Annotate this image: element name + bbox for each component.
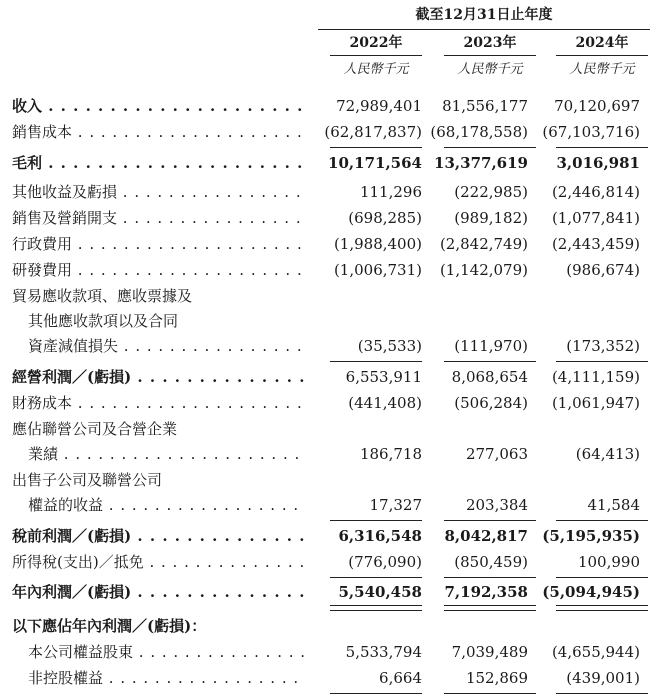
value-2022: (35,533) [357,337,422,355]
subtotal-rule [444,147,536,148]
subtotal-rule [444,520,536,521]
value-2023: (850,459) [454,553,528,571]
value-2022: 10,171,564 [328,154,422,172]
value-2024: 3,016,981 [556,154,640,172]
row-label: 業績 . . . [28,442,304,466]
subtotal-rule [330,361,422,362]
value-2022: 6,664 [379,669,422,687]
row-label: 經營利潤／(虧損) . . . [12,365,304,389]
value-2023: 7,192,358 [444,583,528,601]
subtotal-rule [330,693,422,694]
subtotal-rule [556,693,648,694]
row-non-controlling [0,666,660,690]
row-label: 本公司權益股東 . . . [28,640,304,664]
row-revenue [0,94,660,118]
value-2022: (1,988,400) [333,235,422,253]
row-impairment-line3 [0,334,660,358]
total-double-rule [556,605,648,611]
row-share-of-results-line1 [0,417,660,441]
row-label: 研發費用 . . . [12,258,304,282]
row-label: 所得稅(支出)／抵免 . . . [12,550,304,574]
value-2024: (986,674) [566,261,640,279]
subtotal-rule [444,361,536,362]
value-2024: (439,001) [566,669,640,687]
value-2023: 8,068,654 [451,368,528,386]
row-label: 資產減值損失 . . . [28,334,304,358]
row-profit-before-tax [0,524,660,548]
value-2024: 100,990 [577,553,640,571]
period-header: 截至12月31日止年度 [318,4,650,30]
value-2022: (62,817,837) [324,123,422,141]
subtotal-rule [330,520,422,521]
row-income-tax [0,550,660,574]
subtotal-rule [556,361,648,362]
value-2024: (64,413) [575,445,640,463]
subtotal-rule [556,577,648,578]
value-2023: 7,039,489 [451,643,528,661]
row-disposal-gain-line1 [0,468,660,492]
value-2024: (2,446,814) [551,183,640,201]
subtotal-rule [556,147,648,148]
value-2023: 277,063 [465,445,528,463]
row-label: 收入 . . . [12,94,304,118]
row-label: 年內利潤／(虧損) . . . [12,580,304,604]
subtotal-rule [556,520,648,521]
value-2023: (506,284) [454,394,528,412]
value-2022: (776,090) [348,553,422,571]
row-admin-expenses [0,232,660,256]
value-2022: 111,296 [359,183,422,201]
row-rnd-expenses [0,258,660,282]
value-2023: (989,182) [454,209,528,227]
value-2024: (5,094,945) [542,583,640,601]
subtotal-rule [330,577,422,578]
value-2023: 8,042,817 [444,527,528,545]
row-finance-costs [0,391,660,415]
total-double-rule [330,605,422,611]
row-label: 非控股權益 . . . [28,666,304,690]
row-operating-profit [0,365,660,389]
value-2024: 41,584 [587,496,640,514]
row-equity-shareholders [0,640,660,664]
value-2023: (111,970) [454,337,528,355]
value-2024: (1,077,841) [551,209,640,227]
value-2022: 5,540,458 [338,583,422,601]
row-impairment-line2 [0,309,660,333]
row-label: 毛利 . . . [12,151,304,175]
row-share-of-results-line2 [0,442,660,466]
row-label: 貿易應收款項、應收票據及 [12,287,193,305]
row-impairment-line1 [0,284,660,308]
value-2022: 6,316,548 [338,527,422,545]
value-2023: (68,178,558) [430,123,528,141]
value-2023: 203,384 [465,496,528,514]
value-2023: 81,556,177 [442,97,528,115]
subtotal-rule [444,693,536,694]
value-2024: (1,061,947) [551,394,640,412]
value-2023: 13,377,619 [434,154,528,172]
year-2023: 2023年 [463,35,517,51]
value-2022: 17,327 [369,496,422,514]
value-2022: (698,285) [348,209,422,227]
row-disposal-gain-line2 [0,493,660,517]
row-cost-of-sales [0,120,660,144]
row-other-gains [0,180,660,204]
value-2023: (1,142,079) [439,261,528,279]
subtotal-rule [444,577,536,578]
value-2024: (67,103,716) [542,123,640,141]
unit-2024: 人民幣千元 [556,55,648,77]
row-selling-expenses [0,206,660,230]
value-2024: 70,120,697 [554,97,640,115]
unit-2023: 人民幣千元 [444,55,536,77]
row-profit-for-year [0,580,660,604]
value-2024: (2,443,459) [551,235,640,253]
year-2024: 2024年 [575,35,629,51]
row-label: 以下應佔年內利潤／(虧損)： [12,617,207,635]
value-2024: (4,655,944) [551,643,640,661]
row-label: 財務成本 . . . [12,391,304,415]
value-2023: 152,869 [465,669,528,687]
row-label: 應佔聯營公司及合營企業 [12,420,178,438]
row-gross-profit [0,151,660,175]
subtotal-rule [330,147,422,148]
row-attributable-header [0,614,660,638]
value-2022: 186,718 [359,445,422,463]
row-label: 行政費用 . . . [12,232,304,256]
row-label: 出售子公司及聯營公司 [12,471,163,489]
row-label: 銷售及營銷開支 . . . [12,206,304,230]
value-2023: (222,985) [454,183,528,201]
value-2022: (1,006,731) [333,261,422,279]
value-2023: (2,842,749) [439,235,528,253]
row-label: 稅前利潤／(虧損) . . . [12,524,304,548]
row-label: 權益的收益 . . . [28,493,304,517]
row-label: 其他應收款項以及合同 [28,312,179,330]
row-label: 其他收益及虧損 . . . [12,180,304,204]
value-2022: 72,989,401 [336,97,422,115]
value-2024: (4,111,159) [551,368,640,386]
row-label: 銷售成本 . . . [12,120,304,144]
year-2022: 2022年 [349,35,403,51]
value-2022: (441,408) [348,394,422,412]
value-2024: (173,352) [566,337,640,355]
value-2024: (5,195,935) [542,527,640,545]
total-double-rule [444,605,536,611]
unit-2022: 人民幣千元 [330,55,422,77]
value-2022: 5,533,794 [345,643,422,661]
value-2022: 6,553,911 [345,368,422,386]
